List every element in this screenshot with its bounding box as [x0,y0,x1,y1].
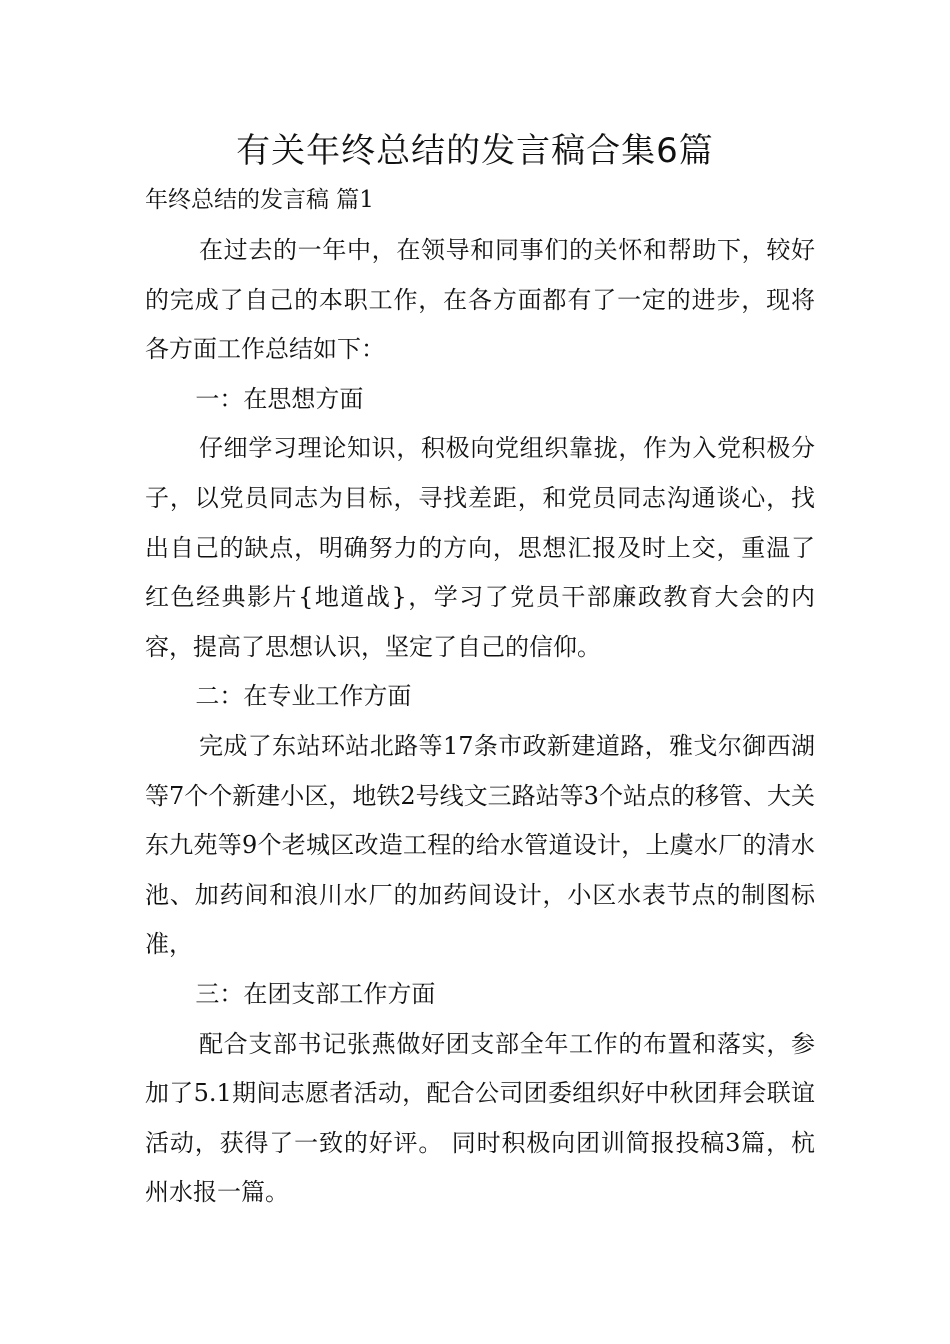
paragraph-league: 配合支部书记张燕做好团支部全年工作的布置和落实，参加了5.1期间志愿者活动，配合公司团委组织好中秋团拜会联谊活动，获得了一致的好评。 同时积极向团训简报投稿3篇，杭州水报一篇。 [145,1029,815,1207]
section-heading-league: 三：在团支部工作方面 [195,979,436,1008]
paragraph-thought: 仔细学习理论知识，积极向党组织靠拢，作为入党积极分子，以党员同志为目标，寻找差距，和党员同志沟通谈心，找出自己的缺点，明确努力的方向，思想汇报及时上交，重温了红色经典影片{地道战}，学习了党员干部廉政教育大会的内容，提高了思想认识，坚定了自己的信仰。 [145,434,815,661]
section-heading-professional: 二：在专业工作方面 [195,682,412,711]
section-label: 年终总结的发言稿 篇1 [145,187,374,213]
paragraph-professional: 完成了东站环站北路等17条市政新建道路，雅戈尔御西湖等7个个新建小区，地铁2号线文三路站等3个站点的移管、大关东九苑等9个老城区改造工程的给水管道设计，上虞水厂的清水池、加药间和浪川水厂的加药间设计，小区水表节点的制图标准， [145,731,815,959]
intro-paragraph: 在过去的一年中，在领导和同事们的关怀和帮助下，较好的完成了自己的本职工作，在各方面都有了一定的进步，现将各方面工作总结如下： [145,236,815,364]
section-heading-thought: 一：在思想方面 [195,384,364,413]
document-body [145,226,815,1218]
document-title: 有关年终总结的发言稿合集6篇 [236,131,714,171]
